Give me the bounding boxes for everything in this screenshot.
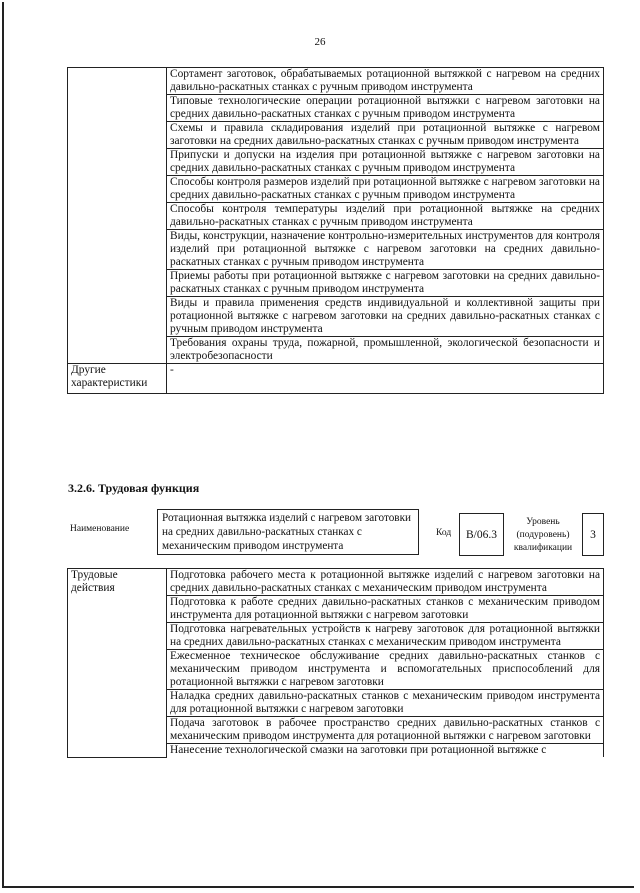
table-cell: Припуски и допуски на изделия при ротационной вытяжке с нагревом заготовки на средних давильно-раскатных станках с ручным приводом инструмента: [167, 149, 604, 176]
table-row: [68, 569, 604, 596]
code-label: Код: [436, 528, 452, 538]
table-cell: Виды, конструкции, назначение контрольно-измерительных инструментов для контроля изделий при ротационной вытяжке с нагревом заготовки на средних давильно-раскатных станках с ручным приводом инструмента: [167, 230, 604, 270]
table-cell: Приемы работы при ротационной вытяжке с нагревом заготовки на средних давильно-раскатных станках с ручным приводом инструмента: [167, 270, 604, 297]
labor-actions-table: [67, 568, 604, 758]
table-cell: Наладка средних давильно-раскатных станков с механическим приводом инструмента для ротационной вытяжки с нагревом заготовки: [167, 690, 604, 717]
table-cell: Подготовка нагревательных устройств к нагреву заготовок для ротационной вытяжки на средних давильно-раскатных станках с механическим приводом инструмента: [167, 623, 604, 650]
table-row: [68, 364, 604, 394]
table-row: [68, 68, 604, 95]
other-characteristics-label: Другие характеристики: [68, 364, 167, 394]
table-cell: Подготовка к работе средних давильно-раскатных станков с механическим приводом инструмента для ротационной вытяжки с нагревом заготовки: [167, 596, 604, 623]
table-cell: Виды и правила применения средств индивидуальной и коллективной защиты при ротационной вытяжке с нагревом заготовки на средних давильно-раскатных станках с ручным приводом инструмента: [167, 297, 604, 337]
empty-label-cell: [68, 68, 167, 364]
qualification-level-box: 3: [582, 513, 604, 556]
function-name-box: Ротационная вытяжка изделий с нагревом заготовки на средних давильно-раскатных станках с механическим приводом инструмента: [157, 509, 419, 555]
table-cell: Схемы и правила складирования изделий при ротационной вытяжке с нагревом заготовки на средних давильно-раскатных станках с ручным приводом инструмента: [167, 122, 604, 149]
table-cell: Способы контроля температуры изделий при ротационной вытяжке на средних давильно-раскатных станках с ручным приводом инструмента: [167, 203, 604, 230]
table-cell: Ежесменное техническое обслуживание средних давильно-раскатных станков с механическим приводом инструмента и вспомогательных приспособлений для ротационной вытяжки с нагревом заготовки: [167, 650, 604, 690]
table-cell: Подготовка рабочего места к ротационной вытяжке изделий с нагревом заготовки на средних давильно-раскатных станках с механическим приводом инструмента: [167, 569, 604, 596]
page-number: 26: [314, 36, 326, 48]
table-cell: Требования охраны труда, пожарной, промышленной, экологической безопасности и электробезопасности: [167, 337, 604, 364]
qualification-level-label: Уровень (подуровень) квалификации: [513, 517, 573, 553]
knowledge-table: [67, 67, 604, 394]
table-cell: Типовые технологические операции ротационной вытяжки с нагревом заготовки на средних давильно-раскатных станках с ручным приводом инструмента: [167, 95, 604, 122]
labor-actions-label: Трудовые действия: [68, 569, 167, 758]
section-heading: 3.2.6. Трудовая функция: [68, 481, 200, 495]
function-name-label: Наименование: [70, 524, 130, 534]
other-characteristics-value: -: [167, 364, 604, 394]
table-cell: Подача заготовок в рабочее пространство средних давильно-раскатных станков с механическим приводом инструмента для ротационной вытяжки с нагревом заготовки: [167, 717, 604, 744]
table-cell: Нанесение технологической смазки на заготовки при ротационной вытяжке с: [167, 744, 604, 758]
table-cell: Способы контроля размеров изделий при ротационной вытяжке с нагревом заготовки на средних давильно-раскатных станках с ручным приводом инструмента: [167, 176, 604, 203]
table-cell: Сортамент заготовок, обрабатываемых ротационной вытяжкой с нагревом на средних давильно-раскатных станках с ручным приводом инструмента: [167, 68, 604, 95]
code-box: B/06.3: [459, 513, 504, 556]
